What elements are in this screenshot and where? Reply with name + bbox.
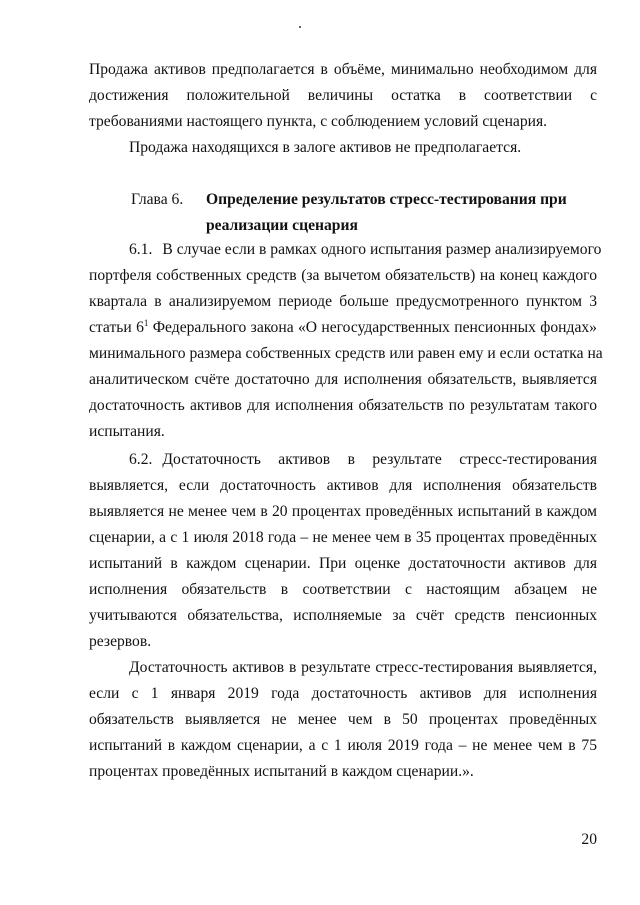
clause-text: Федерального закона «О негосударственных пенсионных фондах»: [148, 319, 597, 336]
text-line: квартала в анализируемом периоде больше предусмотренного пунктом 3: [89, 293, 597, 310]
text-line: процентах проведённых испытаний в каждом сценарии.».: [89, 763, 474, 780]
clause-number: 6.1.: [129, 241, 153, 258]
text-line: аналитическом счёте достаточно для исполнения обязательств, выявляется: [89, 371, 597, 388]
clause-text: Достаточность активов в результате стресс-тестирования: [162, 451, 597, 468]
text-line: выявляется не менее чем в 20 процентах проведённых испытаний в каждом: [89, 503, 597, 520]
text-line: достижения положительной величины остатка в соответствии с: [89, 87, 597, 104]
text-line: испытания.: [89, 423, 165, 440]
text-line: сценарии, а с 1 июля 2018 года – не менее чем в 35 процентах проведённых: [89, 529, 597, 546]
clause-text: статьи 6: [89, 319, 144, 336]
text-line: [129, 450, 597, 470]
text-line: [89, 318, 597, 338]
page-number: 20: [581, 831, 597, 848]
text-line: минимального размера собственных средств или равен ему и если остатка на: [89, 345, 603, 362]
text-line: если с 1 января 2019 года достаточность активов для исполнения: [89, 685, 597, 702]
clause-text: В случае если в рамках одного испытания размер анализируемого: [162, 241, 602, 258]
chapter-title-line: реализации сценария: [206, 217, 358, 234]
text-line: выявляется, если достаточность активов для исполнения обязательств: [89, 477, 597, 494]
text-line: портфеля собственных средств (за вычетом обязательств) на конец каждого: [89, 267, 597, 284]
text-line: Достаточность активов в результате стресс-тестирования выявляется,: [129, 659, 597, 676]
text-line: достаточность активов для исполнения обязательств по результатам такого: [89, 397, 597, 414]
text-line: резервов.: [89, 633, 152, 650]
scan-speck: [299, 26, 301, 28]
text-line: учитываются обязательства, исполняемые за счёт средств пенсионных: [89, 607, 597, 624]
clause-number: 6.2.: [129, 451, 153, 468]
text-line: Продажа активов предполагается в объёме, минимально необходимом для: [89, 61, 597, 78]
superscript: 1: [143, 318, 149, 328]
text-line: обязательств выявляется не менее чем в 50 процентах проведённых: [89, 711, 597, 728]
text-line: испытаний в каждом сценарии, а с 1 июля 2019 года – не менее чем в 75: [89, 737, 597, 754]
pledge-sentence: Продажа находящихся в залоге активов не предполагается.: [129, 139, 522, 156]
chapter-title-line: Определение результатов стресс-тестирования при: [206, 191, 567, 208]
text-line: испытаний в каждом сценарии. При оценке достаточности активов для: [89, 555, 597, 572]
text-line: требованиями настоящего пункта, с соблюдением условий сценария.: [89, 113, 548, 130]
text-line: исполнения обязательств в соответствии с настоящим абзацем не: [89, 581, 597, 598]
chapter-label: Глава 6.: [131, 191, 184, 208]
text-line: [129, 240, 602, 260]
